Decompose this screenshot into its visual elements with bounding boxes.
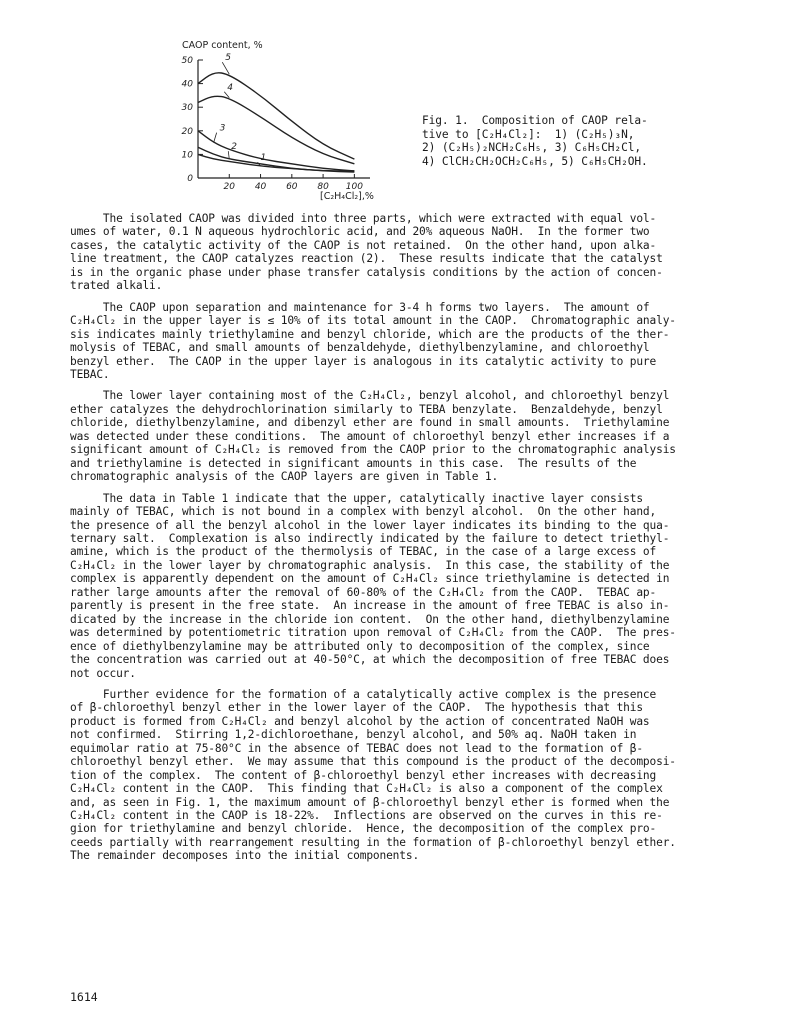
text-line: cases, the catalytic activity of the CAOP is not retained. On the other hand, upon alka- — [70, 238, 657, 252]
x-tick-label: 20 — [223, 182, 235, 192]
text-line: trated alkali. — [70, 279, 163, 293]
y-tick-label: 40 — [181, 79, 193, 90]
x-tick-label: 100 — [345, 182, 363, 192]
x-axis-label: [C₂H₄Cl₂],% — [320, 191, 374, 202]
text-line: ence of diethylbenzylamine may be attributed only to decomposition of the complex, since — [70, 639, 650, 653]
caption-line: 2) (C₂H₅)₂NCH₂C₆H₅, 3) C₆H₅CH₂Cl, — [422, 141, 641, 155]
figure-caption — [422, 114, 722, 168]
page-number: 1614 — [70, 990, 98, 1004]
text-line: dicated by the increase in the chloride ion content. On the other hand, diethylbenzylamine — [70, 612, 670, 626]
text-line: The remainder decomposes into the initial components. — [70, 849, 420, 863]
paragraph — [70, 389, 750, 483]
text-line: and, as seen in Fig. 1, the maximum amount of β-chloroethyl benzyl ether is formed when the — [70, 795, 670, 809]
figure-1 — [170, 38, 730, 208]
text-line: chromatographic analysis of the CAOP layers are given in Table 1. — [70, 470, 499, 484]
series-leader-3 — [214, 133, 217, 143]
text-line: ether catalyzes the dehydrochlorination similarly to TEBA benzylate. Benzaldehyde, benzyl — [70, 402, 663, 416]
text-line: C₂H₄Cl₂ content in the CAOP is 18-22%. Inflections are observed on the curves in this re- — [70, 809, 663, 823]
body-text — [70, 212, 750, 871]
text-line: equimolar ratio at 75-80°C in the absence of TEBAC does not lead to the formation of β- — [70, 741, 643, 755]
caption-line: 4) ClCH₂CH₂OCH₂C₆H₅, 5) C₆H₅CH₂OH. — [422, 154, 648, 168]
series-label-1: 1 — [260, 153, 267, 164]
text-line: the presence of all the benzyl alcohol in the lower layer indicates its binding to the qua- — [70, 518, 670, 532]
text-line: umes of water, 0.1 N aqueous hydrochloric acid, and 20% aqueous NaOH. In the former two — [70, 225, 650, 239]
y-tick-label: 0 — [187, 174, 193, 184]
text-line: line treatment, the CAOP catalyzes reaction (2). These results indicate that the catalyst — [70, 252, 663, 266]
x-tick-label: 60 — [286, 182, 298, 192]
text-line: not occur. — [70, 666, 136, 680]
paragraph — [70, 301, 750, 382]
chart — [170, 38, 420, 208]
text-line: ternary salt. Complexation is also indirectly indicated by the failure to detect triethyl- — [70, 531, 670, 545]
x-tick-label: 40 — [254, 182, 267, 192]
y-tick-label: 50 — [181, 56, 193, 66]
text-line: The isolated CAOP was divided into three parts, which were extracted with equal vol- — [70, 212, 657, 225]
paragraph — [70, 688, 750, 863]
series-line-3 — [198, 131, 354, 171]
series-leader-5 — [222, 62, 229, 74]
text-line: molysis of TEBAC, and small amounts of benzaldehyde, diethylbenzylamine, and chloroethyl — [70, 341, 650, 355]
text-line: not confirmed. Stirring 1,2-dichloroethane, benzyl alcohol, and 50% aq. NaOH taken in — [70, 728, 637, 742]
series-labels — [214, 53, 267, 166]
text-line: the concentration was carried out at 40-50°C, at which the decomposition of free TEBAC does — [70, 653, 670, 667]
text-line: mainly of TEBAC, which is not bound in a complex with benzyl alcohol. On the other hand, — [70, 505, 657, 519]
text-line: benzyl ether. The CAOP in the upper layer is analogous in its catalytic activity to pure — [70, 354, 657, 368]
text-line: C₂H₄Cl₂ in the lower layer by chromatographic analysis. In this case, the stability of the — [70, 558, 670, 572]
text-line: chloride, diethylbenzylamine, and dibenzyl ether are found in small amounts. Triethylamine — [70, 416, 670, 430]
text-line: parently is present in the free state. An increase in the amount of free TEBAC is also in- — [70, 599, 670, 613]
text-line: tion of the complex. The content of β-chloroethyl benzyl ether increases with decreasing — [70, 768, 657, 782]
series-label-5: 5 — [225, 53, 232, 64]
text-line: TEBAC. — [70, 367, 110, 381]
text-line: amine, which is the product of the thermolysis of TEBAC, in the case of a large excess of — [70, 545, 657, 559]
paragraph — [70, 492, 750, 680]
paragraph — [70, 212, 750, 293]
text-line: C₂H₄Cl₂ content in the CAOP. This finding that C₂H₄Cl₂ is also a component of the complex — [70, 782, 663, 796]
series-label-2: 2 — [231, 142, 238, 153]
series-label-3: 3 — [219, 123, 226, 134]
caption-line: Fig. 1. Composition of CAOP rela- — [422, 114, 648, 127]
y-tick-label: 20 — [181, 126, 193, 137]
y-tick-label: 30 — [181, 103, 193, 114]
text-line: ceeds partially with rearrangement resulting in the formation of β-chloroethyl benzyl ether. — [70, 835, 676, 849]
text-line: The CAOP upon separation and maintenance for 3-4 h forms two layers. The amount of — [70, 300, 650, 314]
text-line: significant amount of C₂H₄Cl₂ is removed from the CAOP prior to the chromatographic analysis — [70, 443, 676, 457]
text-line: of β-chloroethyl benzyl ether in the lower layer of the CAOP. The hypothesis that this — [70, 701, 643, 715]
x-tick-label: 80 — [317, 182, 329, 192]
text-line: was determined by potentiometric titration upon removal of C₂H₄Cl₂ from the CAOP. The pres- — [70, 626, 676, 640]
caption-line: tive to [C₂H₄Cl₂]: 1) (C₂H₅)₃N, — [422, 127, 635, 141]
text-line: The data in Table 1 indicate that the upper, catalytically inactive layer consists — [70, 491, 643, 505]
text-line: sis indicates mainly triethylamine and benzyl chloride, which are the products of the ther- — [70, 327, 670, 341]
y-axis-label: CAOP content, % — [182, 40, 263, 51]
text-line: complex is apparently dependent on the amount of C₂H₄Cl₂ since triethylamine is detected in — [70, 572, 670, 586]
text-line: C₂H₄Cl₂ in the upper layer is ≤ 10% of its total amount in the CAOP. Chromatographic analy- — [70, 314, 676, 328]
text-line: gion for triethylamine and benzyl chloride. Hence, the decomposition of the complex pro- — [70, 822, 657, 836]
text-line: is in the organic phase under phase transfer catalysis conditions by the action of concen- — [70, 265, 663, 279]
series-lines — [198, 73, 354, 172]
text-line: The lower layer containing most of the C₂H₄Cl₂, benzyl alcohol, and chloroethyl benzyl — [70, 389, 670, 403]
text-line: rather large amounts after the removal of 60-80% of the C₂H₄Cl₂ from the CAOP. TEBAC ap- — [70, 585, 657, 599]
text-line: chloroethyl benzyl ether. We may assume that this compound is the product of the decomposi- — [70, 755, 676, 769]
text-line: was detected under these conditions. The amount of chloroethyl benzyl ether increases if a — [70, 429, 670, 443]
series-label-4: 4 — [227, 82, 234, 93]
text-line: and triethylamine is detected in significant amounts in this case. The results of the — [70, 456, 637, 470]
text-line: Further evidence for the formation of a catalytically active complex is the presence — [70, 687, 657, 701]
text-line: product is formed from C₂H₄Cl₂ and benzyl alcohol by the action of concentrated NaOH was — [70, 714, 650, 728]
y-tick-label: 10 — [181, 150, 193, 161]
